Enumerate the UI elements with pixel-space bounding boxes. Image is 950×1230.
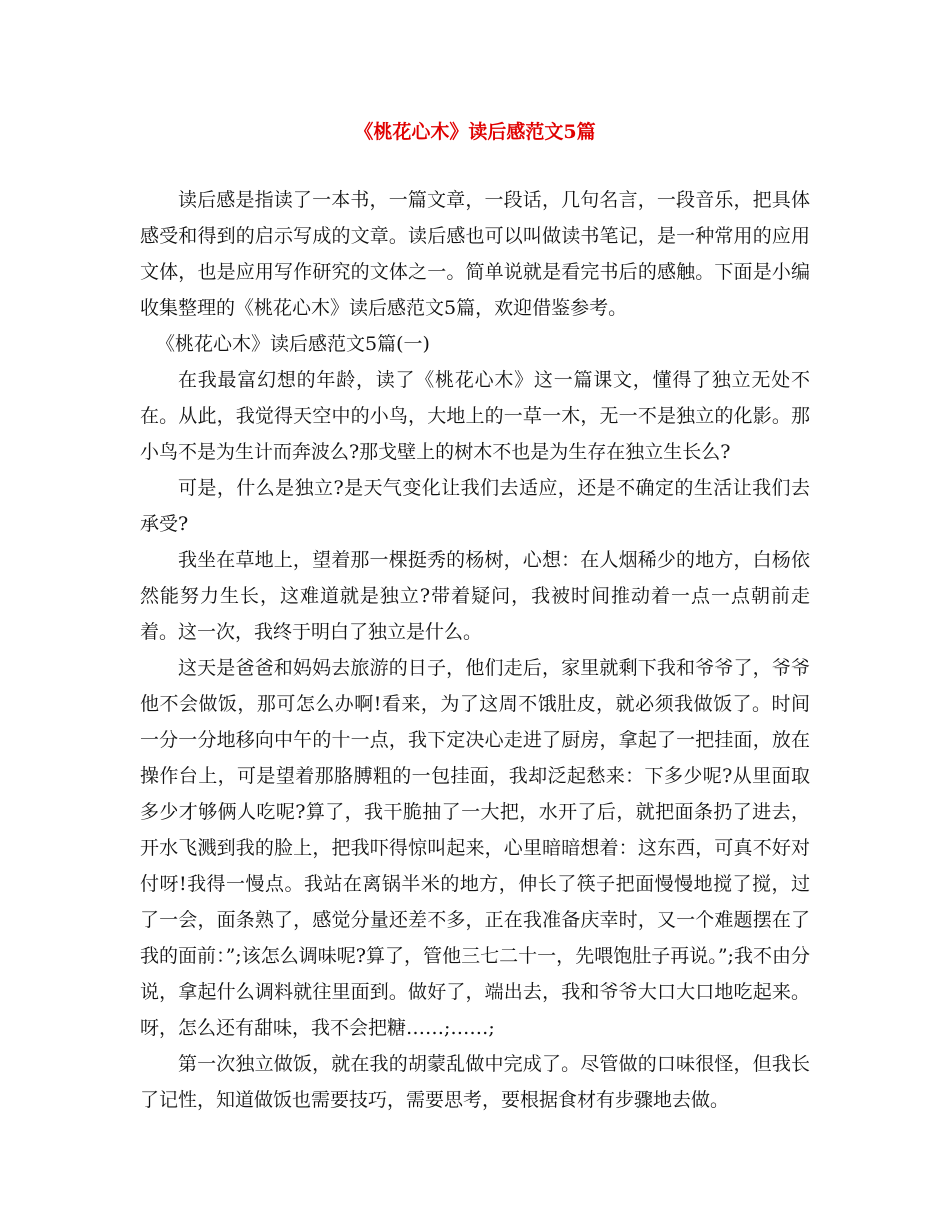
body-paragraph: 第一次独立做饭，就在我的胡蒙乱做中完成了。尽管做的口味很怪，但我长了记性，知道做饭也需要技巧，需要思考，要根据食材有步骤地去做。 <box>140 1053 810 1111</box>
section-heading: 《桃花心木》读后感范文5篇(一) <box>156 333 430 355</box>
body-paragraph: 在我最富幻想的年龄，读了《桃花心木》这一篇课文，懂得了独立无处不在。从此，我觉得天空中的小鸟，大地上的一草一木，无一不是独立的化影。那小鸟不是为生计而奔波么?那戈壁上的树木不也是为生存在独立生长么? <box>140 369 810 463</box>
intro-paragraph: 读后感是指读了一本书，一篇文章，一段话，几句名言，一段音乐，把具体感受和得到的启示写成的文章。读后感也可以叫做读书笔记，是一种常用的应用文体，也是应用写作研究的文体之一。简单说就是看完书后的感触。下面是小编收集整理的《桃花心木》读后感范文5篇，欢迎借鉴参考。 <box>140 189 810 319</box>
document-title: 《桃花心木》读后感范文5篇 <box>354 121 596 143</box>
body-paragraph: 可是，什么是独立?是天气变化让我们去适应，还是不确定的生活让我们去承受? <box>140 477 810 535</box>
body-paragraph: 我坐在草地上，望着那一棵挺秀的杨树，心想：在人烟稀少的地方，白杨依然能努力生长，这难道就是独立?带着疑问，我被时间推动着一点一点朝前走着。这一次，我终于明白了独立是什么。 <box>140 549 810 643</box>
body-paragraph: 这天是爸爸和妈妈去旅游的日子，他们走后，家里就剩下我和爷爷了，爷爷他不会做饭，那可怎么办啊!看来，为了这周不饿肚皮，就必须我做饭了。时间一分一分地移向中午的十一点，我下定决心走进了厨房，拿起了一把挂面，放在操作台上，可是望着那胳膊粗的一包挂面，我却泛起愁来：下多少呢?从里面取多少才够俩人吃呢?算了，我干脆抽了一大把，水开了后，就把面条扔了进去，开水飞溅到我的脸上，把我吓得惊叫起来，心里暗暗想着：这东西，可真不好对付呀!我得一慢点。我站在离锅半米的地方，伸长了筷子把面慢慢地搅了搅，过了一会，面条熟了，感觉分量还差不多，正在我准备庆幸时，又一个难题摆在了我的面前：”;该怎么调味呢?算了，管他三七二十一，先喂饱肚子再说。”;我不由分说，拿起什么调料就往里面到。做好了，端出去，我和爷爷大口大口地吃起来。呀，怎么还有甜味，我不会把糖……;……; <box>140 657 810 1039</box>
